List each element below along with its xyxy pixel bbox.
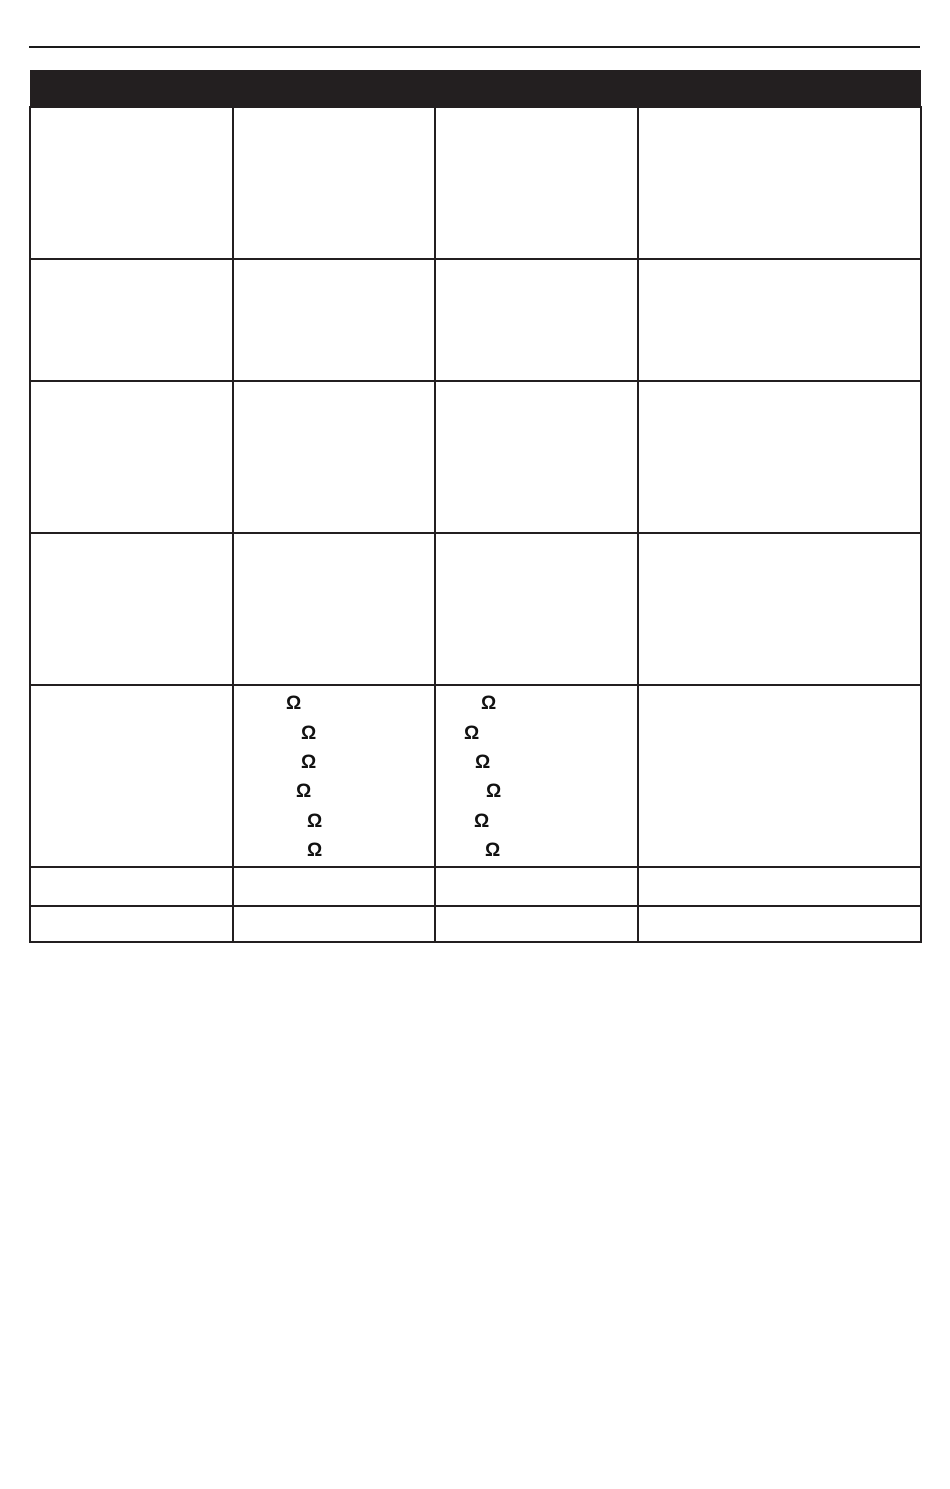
table-cell <box>30 107 233 259</box>
header-cell <box>30 70 233 107</box>
table-cell <box>233 107 435 259</box>
ohm-symbol: Ω <box>301 752 317 773</box>
table-cell <box>30 906 233 942</box>
table-cell <box>30 533 233 685</box>
table-cell <box>435 107 638 259</box>
table-row <box>30 533 921 685</box>
ohm-symbol: Ω <box>307 811 323 832</box>
resistance-row <box>30 685 921 867</box>
ohm-symbol: Ω <box>486 781 502 802</box>
table-cell <box>435 259 638 381</box>
table-header-row <box>30 70 921 107</box>
table-cell <box>435 867 638 906</box>
ohm-symbol: Ω <box>475 752 491 773</box>
header-cell <box>233 70 435 107</box>
table-row <box>30 867 921 906</box>
table-cell <box>233 259 435 381</box>
ohm-symbol: Ω <box>464 723 480 744</box>
table-cell <box>638 533 921 685</box>
table-cell <box>435 381 638 533</box>
table-cell <box>638 685 921 867</box>
top-rule <box>29 46 920 48</box>
ohm-symbol: Ω <box>307 840 323 861</box>
header-cell <box>435 70 638 107</box>
table-cell <box>30 867 233 906</box>
ohm-symbol: Ω <box>485 840 501 861</box>
table-cell <box>30 381 233 533</box>
table-cell <box>30 259 233 381</box>
table-cell <box>435 906 638 942</box>
table-cell <box>638 906 921 942</box>
table-cell <box>233 381 435 533</box>
table-cell <box>435 533 638 685</box>
ohm-symbol: Ω <box>286 693 302 714</box>
ohm-symbol: Ω <box>301 723 317 744</box>
table-cell <box>638 381 921 533</box>
table-row <box>30 259 921 381</box>
ohm-symbol: Ω <box>296 781 312 802</box>
table-cell <box>233 533 435 685</box>
ohm-symbol: Ω <box>481 693 497 714</box>
resistance-cell-b <box>435 685 638 867</box>
table-cell <box>233 906 435 942</box>
spec-table <box>29 70 922 943</box>
table-cell <box>30 685 233 867</box>
resistance-cell-a <box>233 685 435 867</box>
ohm-symbol: Ω <box>474 811 490 832</box>
header-cell <box>638 70 921 107</box>
table-row <box>30 906 921 942</box>
table-row <box>30 381 921 533</box>
table-cell <box>233 867 435 906</box>
table-cell <box>638 259 921 381</box>
table-cell <box>638 867 921 906</box>
table-cell <box>638 107 921 259</box>
table-row <box>30 107 921 259</box>
